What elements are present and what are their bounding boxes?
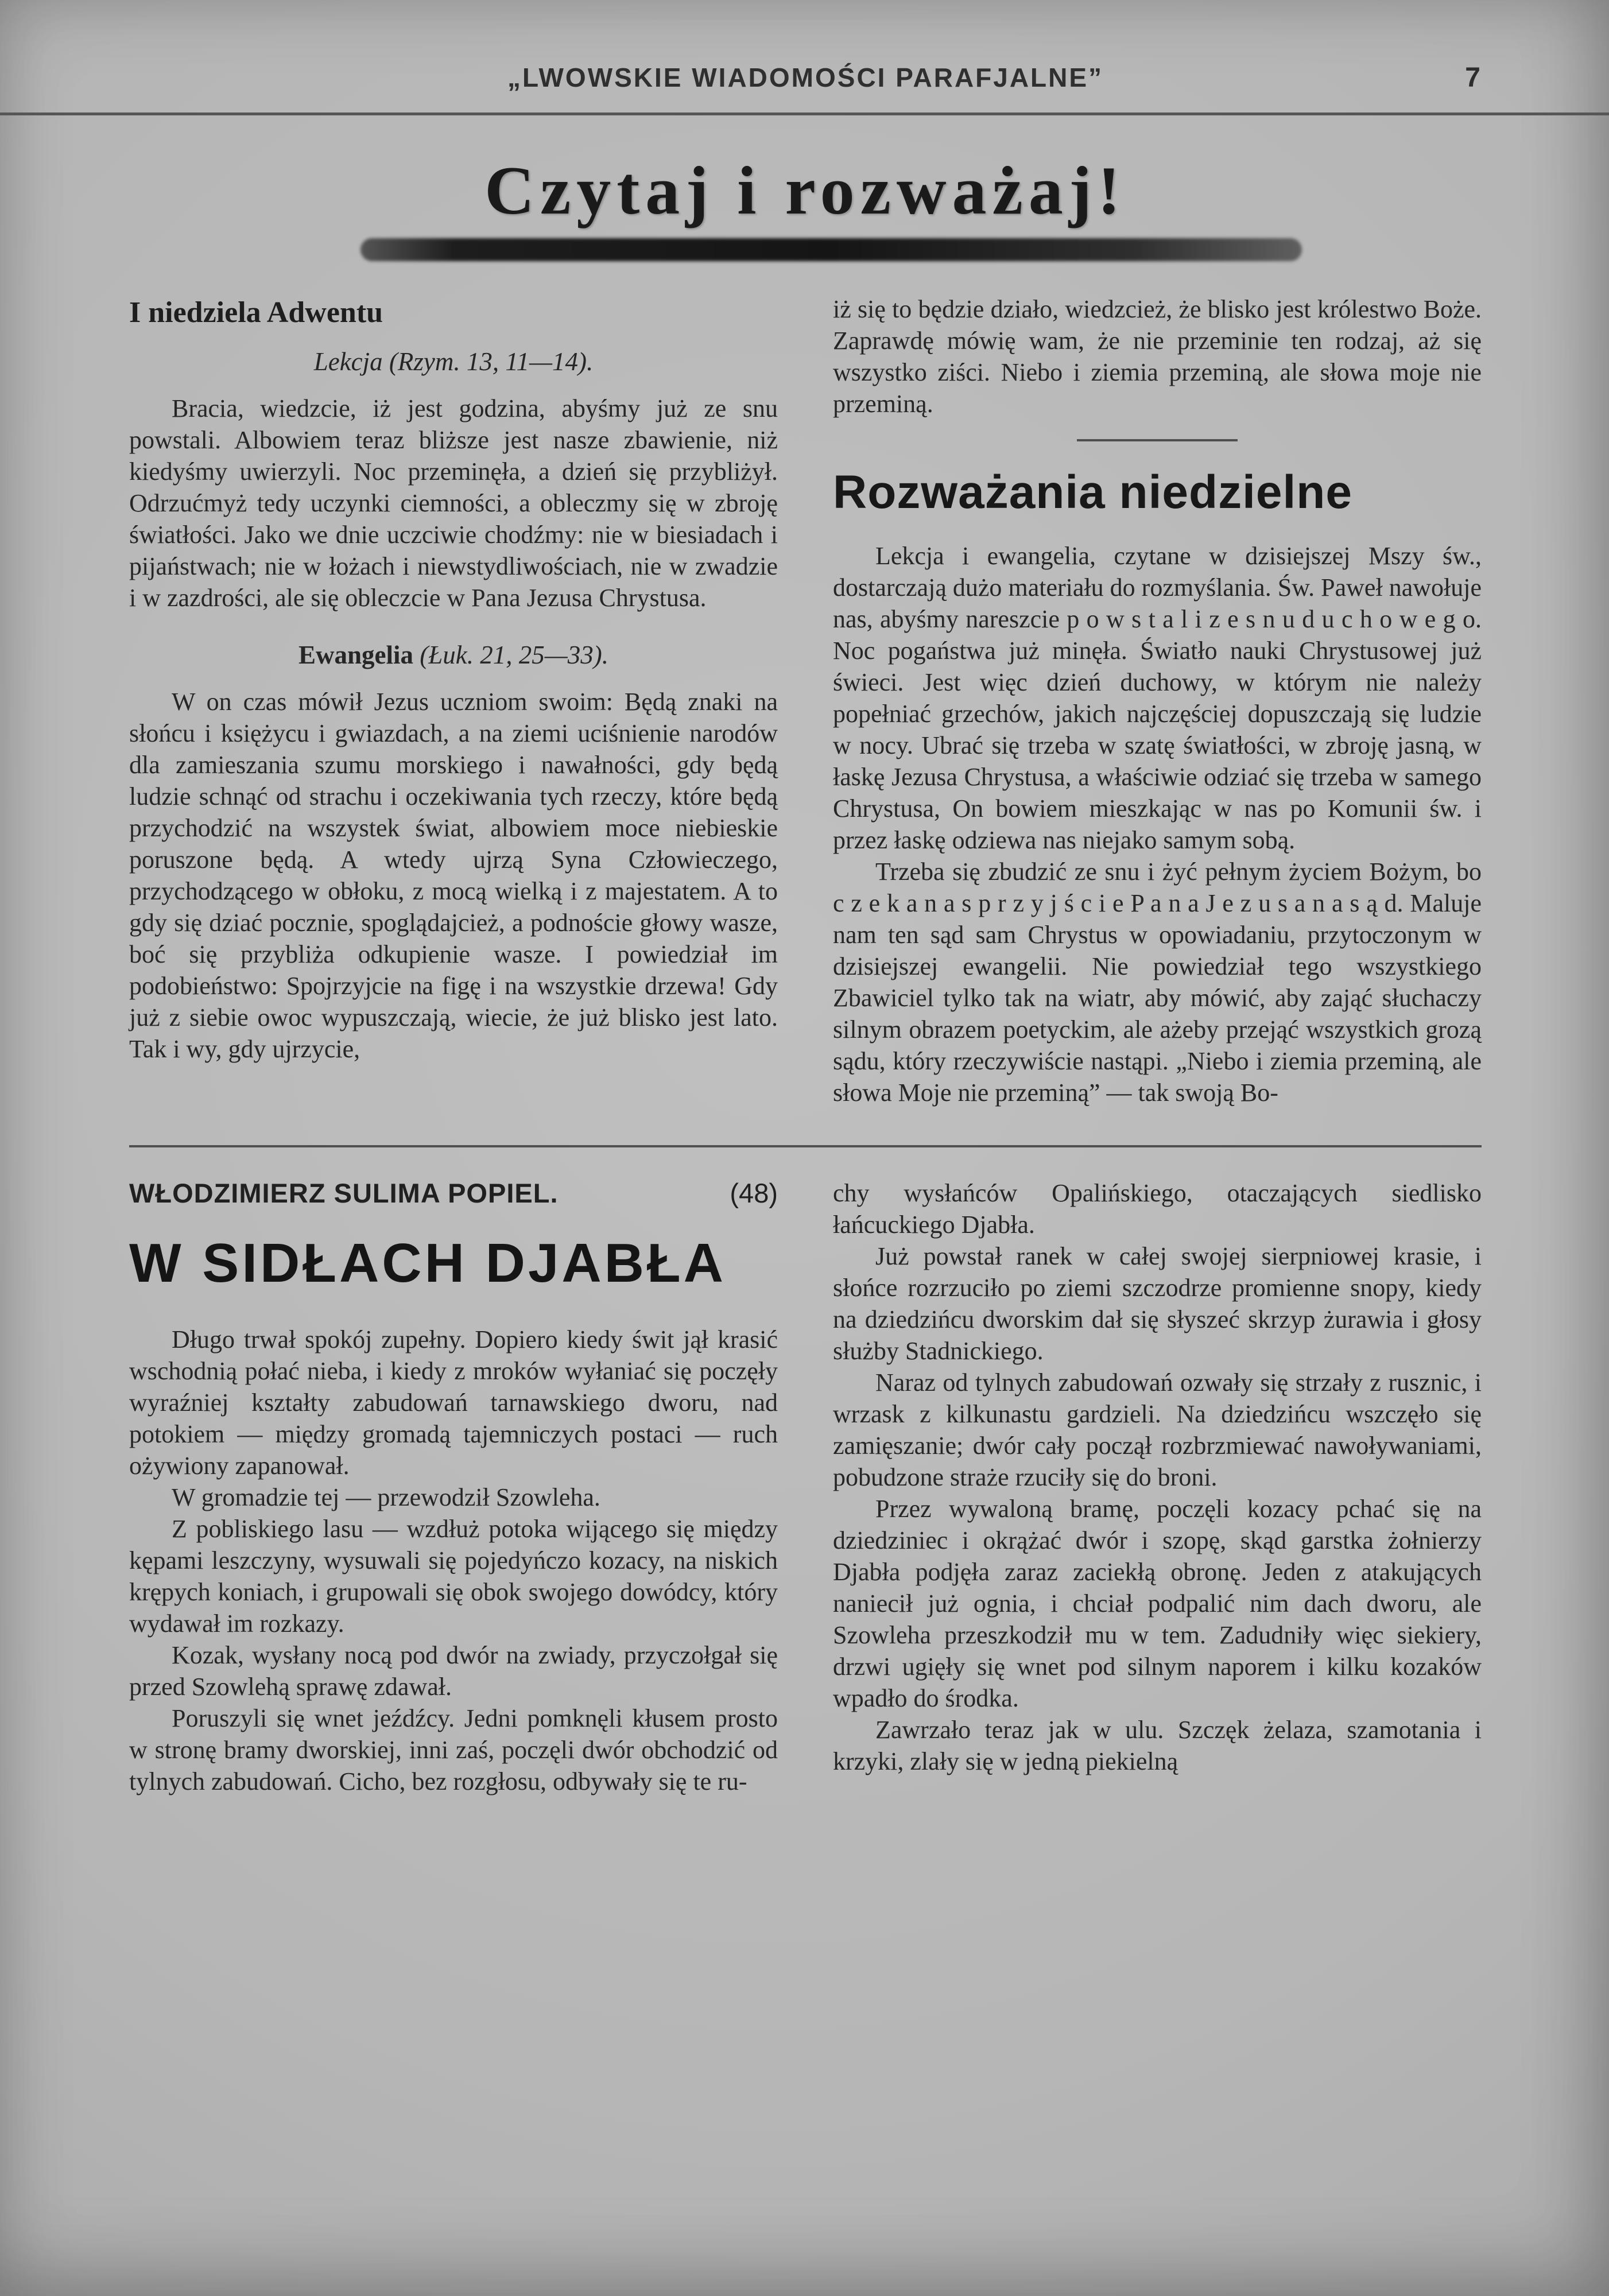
lekcja-label: Lekcja xyxy=(313,347,383,376)
divider-short-rule xyxy=(1077,439,1238,441)
lekcja-heading xyxy=(129,347,778,377)
journal-title: „LWOWSKIE WIADOMOŚCI PARAFJALNE” xyxy=(507,63,1104,92)
novel-paragraph-right-2: Już powstał ranek w całej swojej sierpniowej krasie, i słońce rozrzuciło po ziemi szczodrze promienne snopy, kiedy na dziedzińcu dworskim dał się słyszeć skrzyp żurawia i głosy służby Stadnickiego. xyxy=(833,1242,1482,1365)
lekcja-paragraph: Bracia, wiedzcie, iż jest godzina, abyśmy już ze snu powstali. Albowiem teraz bliższe jest nasze zbawienie, niż kiedyśmy uwierzyli. Noc przeminęła, a dzień się przybliżył. Odrzućmyż tedy uczynki ciemności, a obleczmy się w zbroję światłości. Jako we dnie uczciwie chodźmy: nie w biesiadach i pijaństwach; nie w łożach i niewstydliwościach, nie w zwadzie i w zazdrości, ale się obleczcie w Pana Jezusa Chrystusa. xyxy=(129,394,778,612)
novel-author: WŁODZIMIERZ SULIMA POPIEL. xyxy=(129,1178,559,1208)
rozwazania-heading: Rozważania niedzielne xyxy=(833,466,1352,518)
title-underline-bar xyxy=(360,238,1302,261)
page-header xyxy=(129,62,1482,99)
novel-part-number: (48) xyxy=(730,1178,778,1208)
rozwazania-paragraph-2: Trzeba się zbudzić ze snu i żyć pełnym życiem Bożym, bo c z e k a n a s p r z y j ś c i e P a n a J e z u s a n a s ą d. Maluje nam ten sąd sam Chrystus w opowiadaniu, przytoczonym w dzisiejszej ewangelii. Nie powiedział tego wszystkiego Zbawiciel tylko tak na wiatr, aby mówić, aby zająć słuchaczy silnym obrazem poetyckim, ale ażeby przejąć wszystkich grozą sądu, który rzeczywiście nastąpi. „Niebo i ziemia przeminą, ale słowa Moje nie przeminą” — tak swoją Bo- xyxy=(833,858,1482,1107)
ewangelia-paragraph-continued: iż się to będzie działo, wiedzcież, że blisko jest królestwo Boże. Zaprawdę mówię wam, że nie przeminie ten rodzaj, aż się wszystko ziści. Niebo i ziemia przeminą, ale słowa moje nie przeminą. xyxy=(833,295,1482,418)
novel-paragraph-right-3: Naraz od tylnych zabudowań ozwały się strzały z rusznic, i wrzask z kilkunastu gardzieli. Na dziedzińcu wszczęło się zamięszanie; dwór cały począł rozbrzmiewać nawoływaniami, pobudzone straże rzuciły się do broni. xyxy=(833,1368,1482,1491)
left-column-top xyxy=(129,293,778,1108)
novel-paragraph-left-3: Z pobliskiego lasu — wzdłuż potoka wijącego się między kępami leszczyny, wysuwali się pojedyńczo kozacy, na niskich krępych koniach, i grupowali się obok swojego dowódcy, który wydawał im rozkazy. xyxy=(129,1515,778,1638)
right-column-top xyxy=(833,293,1482,1108)
page-number: 7 xyxy=(1465,63,1480,93)
masthead-rule xyxy=(0,113,1609,115)
rozwazania-paragraph-1: Lekcja i ewangelia, czytane w dzisiejszej Mszy św., dostarczają dużo materiału do rozmyślania. Św. Paweł nawołuje nas, abyśmy nareszcie p o w s t a l i z e s n u d u c h o w e g o. Noc pogaństwa już minęła. Światło nauki Chrystusowej już świeci. Jest więc dzień duchowy, w którym nie należy popełniać grzechów, jakich najczęściej dopuszczają się ludzie w nocy. Ubrać się trzeba w szatę światłości, w zbroję jasną, w łaskę Jezusa Chrystusa, a właściwie odziać się trzeba w samego Chrystusa, On bowiem mieszkając w nas po Komunii św. i przez łaskę odziewa nas niejako samym sobą. xyxy=(833,542,1482,854)
novel-paragraph-left-4: Kozak, wysłany nocą pod dwór na zwiady, przyczołgał się przed Szowlehą sprawę zdawał. xyxy=(129,1641,778,1701)
novel-paragraph-left-1: Długo trwał spokój zupełny. Dopiero kiedy świt jął krasić wschodnią połać nieba, i kiedy z mroków wyłaniać się poczęły wyraźniej kształty zabudowań tarnawskiego dworu, nad potokiem — między gromadą tajemniczych postaci — ruch ożywiony zapanował. xyxy=(129,1325,778,1480)
left-column-novel xyxy=(129,1177,778,1797)
right-column-novel xyxy=(833,1177,1482,1797)
novel-paragraph-right-1: chy wysłańców Opalińskiego, otaczających siedlisko łańcuckiego Djabła. xyxy=(833,1179,1482,1239)
novel-paragraph-left-5: Poruszyli się wnet jeźdźcy. Jedni pomknęli kłusem prosto w stronę bramy dworskiej, inni zaś, poczęli dwór obchodzić od tylnych zabudowań. Cicho, bez rozgłosu, odbywały się te ru- xyxy=(129,1704,778,1795)
novel-paragraph-right-4: Przez wywaloną bramę, poczęli kozacy pchać się na dziedziniec i okrążać dwór i szopę, skąd garstka żołnierzy Djabła podjęła zaraz zaciekłą obronę. Jeden z atakujących naniecił już ognia, i chciał podpalić nim dach dworu, ale Szowleha przeszkodził mu w tem. Zadudniły więc siekiery, drzwi ugięły się wnet pod silnym naporem i kilku kozaków wpadło do środka. xyxy=(833,1495,1482,1712)
novel-title: W SIDŁACH DJABŁA xyxy=(129,1232,726,1294)
ewangelia-paragraph-left: W on czas mówił Jezus uczniom swoim: Będą znaki na słońcu i księżycu i gwiazdach, a na ziemi uciśnienie narodów dla zamieszania szumu morskiego i nawałności, gdy będą ludzie schnąć od strachu i oczekiwania tych rzeczy, które będą przychodzić na wszystek świat, albowiem moce niebieskie poruszone będą. A wtedy ujrzą Syna Człowieczego, przychodzącego w obłoku, z mocą wielką i z majestatem. A to gdy się dziać pocznie, spoglądajcież, a podnoście głowy wasze, boć się przybliża odkupienie wasze. I powiedział im podobieństwo: Spojrzyjcie na figę i na wszystkie drzewa! Gdy już z siebie owoc wypuszczają, wiecie, że już blisko jest lato. Tak i wy, gdy ujrzycie, xyxy=(129,688,778,1063)
novel-section-rule xyxy=(129,1145,1482,1147)
novel-paragraph-right-5: Zawrzało teraz jak w ulu. Szczęk żelaza, szamotania i krzyki, zlały się w jedną piekielną xyxy=(833,1716,1482,1775)
main-title: Czytaj i rozważaj! xyxy=(484,152,1126,228)
novel-byline xyxy=(129,1177,778,1209)
ewangelia-heading xyxy=(129,640,778,670)
ewangelia-reference: (Łuk. 21, 25—33). xyxy=(420,641,608,669)
top-section xyxy=(129,293,1482,1108)
lekcja-reference: (Rzym. 13, 11—14). xyxy=(389,347,594,376)
novel-paragraph-left-2: W gromadzie tej — przewodził Szowleha. xyxy=(172,1483,600,1511)
novel-section xyxy=(129,1177,1482,1797)
advent-heading: I niedziela Adwentu xyxy=(129,296,383,329)
ewangelia-label: Ewangelia xyxy=(298,641,414,669)
